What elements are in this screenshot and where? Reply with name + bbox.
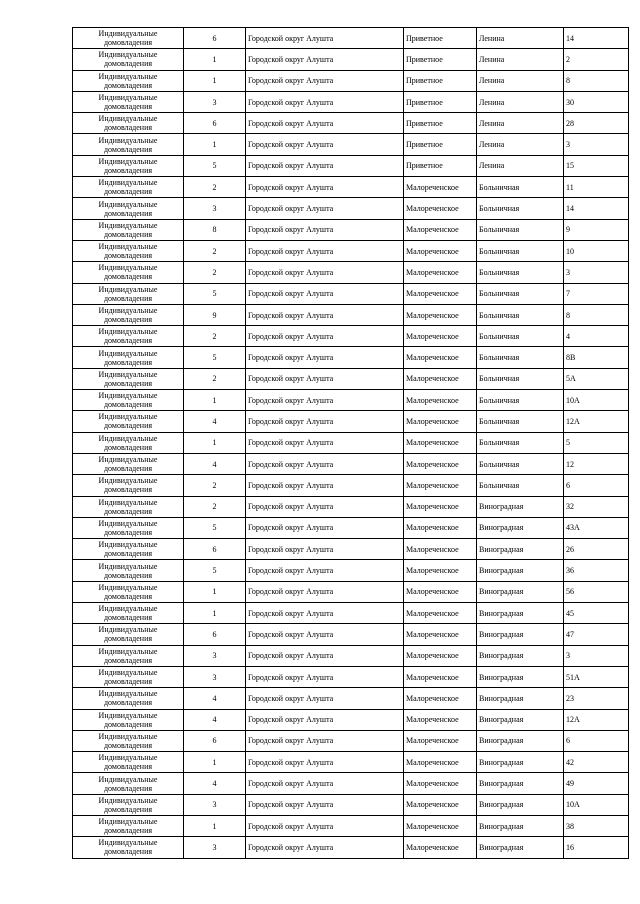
municipality-cell: Городской округ Алушта	[246, 645, 404, 666]
street-cell: Ленина	[477, 155, 564, 176]
table-row	[73, 624, 629, 645]
count-cell: 5	[184, 560, 246, 581]
house-number-cell: 56	[564, 581, 629, 602]
municipality-cell: Городской округ Алушта	[246, 815, 404, 836]
table-row	[73, 49, 629, 70]
municipality-cell: Городской округ Алушта	[246, 432, 404, 453]
settlement-cell: Малореченское	[404, 390, 477, 411]
house-number-cell: 12А	[564, 709, 629, 730]
housing-type-cell: Индивидуальные домовладения	[73, 219, 184, 240]
count-cell: 5	[184, 347, 246, 368]
municipality-cell: Городской округ Алушта	[246, 496, 404, 517]
table-row	[73, 432, 629, 453]
house-number-cell: 5А	[564, 368, 629, 389]
count-cell: 5	[184, 517, 246, 538]
settlement-cell: Малореченское	[404, 645, 477, 666]
count-cell: 4	[184, 709, 246, 730]
housing-type-cell: Индивидуальные домовладения	[73, 581, 184, 602]
housing-type-cell: Индивидуальные домовладения	[73, 837, 184, 858]
settlement-cell: Малореченское	[404, 837, 477, 858]
settlement-cell: Приветное	[404, 70, 477, 91]
municipality-cell: Городской округ Алушта	[246, 28, 404, 49]
housing-type-cell: Индивидуальные домовладения	[73, 49, 184, 70]
count-cell: 2	[184, 496, 246, 517]
street-cell: Больничная	[477, 219, 564, 240]
street-cell: Виноградная	[477, 645, 564, 666]
housing-type-cell: Индивидуальные домовладения	[73, 603, 184, 624]
settlement-cell: Малореченское	[404, 560, 477, 581]
settlement-cell: Малореченское	[404, 368, 477, 389]
house-number-cell: 10	[564, 240, 629, 261]
house-number-cell: 6	[564, 730, 629, 751]
table-row	[73, 581, 629, 602]
table-row	[73, 517, 629, 538]
table-row	[73, 304, 629, 325]
housing-type-cell: Индивидуальные домовладения	[73, 70, 184, 91]
house-number-cell: 10А	[564, 794, 629, 815]
municipality-cell: Городской округ Алушта	[246, 347, 404, 368]
housing-type-cell: Индивидуальные домовладения	[73, 91, 184, 112]
municipality-cell: Городской округ Алушта	[246, 794, 404, 815]
house-number-cell: 23	[564, 688, 629, 709]
housing-type-cell: Индивидуальные домовладения	[73, 496, 184, 517]
count-cell: 1	[184, 49, 246, 70]
table-row	[73, 198, 629, 219]
address-table	[72, 27, 629, 859]
count-cell: 1	[184, 432, 246, 453]
street-cell: Виноградная	[477, 666, 564, 687]
table-row	[73, 411, 629, 432]
street-cell: Виноградная	[477, 709, 564, 730]
table-row	[73, 752, 629, 773]
house-number-cell: 32	[564, 496, 629, 517]
municipality-cell: Городской округ Алушта	[246, 666, 404, 687]
settlement-cell: Малореченское	[404, 347, 477, 368]
house-number-cell: 28	[564, 113, 629, 134]
housing-type-cell: Индивидуальные домовладения	[73, 688, 184, 709]
table-row	[73, 453, 629, 474]
housing-type-cell: Индивидуальные домовладения	[73, 283, 184, 304]
street-cell: Виноградная	[477, 581, 564, 602]
municipality-cell: Городской округ Алушта	[246, 411, 404, 432]
house-number-cell: 8	[564, 304, 629, 325]
street-cell: Ленина	[477, 134, 564, 155]
settlement-cell: Малореченское	[404, 517, 477, 538]
housing-type-cell: Индивидуальные домовладения	[73, 560, 184, 581]
count-cell: 3	[184, 198, 246, 219]
street-cell: Больничная	[477, 453, 564, 474]
table-row	[73, 709, 629, 730]
table-row	[73, 773, 629, 794]
table-row	[73, 475, 629, 496]
settlement-cell: Малореченское	[404, 177, 477, 198]
settlement-cell: Приветное	[404, 49, 477, 70]
table-row	[73, 603, 629, 624]
settlement-cell: Приветное	[404, 28, 477, 49]
count-cell: 2	[184, 262, 246, 283]
housing-type-cell: Индивидуальные домовладения	[73, 113, 184, 134]
municipality-cell: Городской округ Алушта	[246, 603, 404, 624]
street-cell: Ленина	[477, 49, 564, 70]
count-cell: 4	[184, 688, 246, 709]
municipality-cell: Городской округ Алушта	[246, 198, 404, 219]
housing-type-cell: Индивидуальные домовладения	[73, 752, 184, 773]
street-cell: Больничная	[477, 198, 564, 219]
street-cell: Больничная	[477, 177, 564, 198]
settlement-cell: Малореченское	[404, 326, 477, 347]
table-row	[73, 645, 629, 666]
housing-type-cell: Индивидуальные домовладения	[73, 475, 184, 496]
street-cell: Ленина	[477, 28, 564, 49]
housing-type-cell: Индивидуальные домовладения	[73, 262, 184, 283]
count-cell: 8	[184, 219, 246, 240]
housing-type-cell: Индивидуальные домовладения	[73, 666, 184, 687]
housing-type-cell: Индивидуальные домовладения	[73, 624, 184, 645]
house-number-cell: 3	[564, 262, 629, 283]
house-number-cell: 49	[564, 773, 629, 794]
municipality-cell: Городской округ Алушта	[246, 304, 404, 325]
address-table-body	[73, 28, 629, 859]
count-cell: 3	[184, 837, 246, 858]
street-cell: Больничная	[477, 347, 564, 368]
house-number-cell: 3	[564, 645, 629, 666]
table-row	[73, 177, 629, 198]
municipality-cell: Городской округ Алушта	[246, 177, 404, 198]
table-row	[73, 815, 629, 836]
street-cell: Больничная	[477, 262, 564, 283]
settlement-cell: Малореченское	[404, 581, 477, 602]
street-cell: Больничная	[477, 390, 564, 411]
table-row	[73, 326, 629, 347]
table-row	[73, 155, 629, 176]
house-number-cell: 11	[564, 177, 629, 198]
count-cell: 6	[184, 113, 246, 134]
count-cell: 6	[184, 539, 246, 560]
housing-type-cell: Индивидуальные домовладения	[73, 411, 184, 432]
municipality-cell: Городской округ Алушта	[246, 283, 404, 304]
count-cell: 2	[184, 177, 246, 198]
count-cell: 3	[184, 666, 246, 687]
settlement-cell: Приветное	[404, 155, 477, 176]
street-cell: Больничная	[477, 411, 564, 432]
municipality-cell: Городской округ Алушта	[246, 70, 404, 91]
settlement-cell: Малореченское	[404, 603, 477, 624]
housing-type-cell: Индивидуальные домовладения	[73, 304, 184, 325]
street-cell: Виноградная	[477, 603, 564, 624]
house-number-cell: 30	[564, 91, 629, 112]
settlement-cell: Малореченское	[404, 666, 477, 687]
table-row	[73, 688, 629, 709]
municipality-cell: Городской округ Алушта	[246, 539, 404, 560]
count-cell: 2	[184, 368, 246, 389]
house-number-cell: 43А	[564, 517, 629, 538]
housing-type-cell: Индивидуальные домовладения	[73, 794, 184, 815]
settlement-cell: Малореченское	[404, 240, 477, 261]
count-cell: 3	[184, 91, 246, 112]
municipality-cell: Городской округ Алушта	[246, 219, 404, 240]
municipality-cell: Городской округ Алушта	[246, 837, 404, 858]
municipality-cell: Городской округ Алушта	[246, 134, 404, 155]
street-cell: Больничная	[477, 304, 564, 325]
street-cell: Виноградная	[477, 815, 564, 836]
count-cell: 6	[184, 730, 246, 751]
count-cell: 9	[184, 304, 246, 325]
house-number-cell: 45	[564, 603, 629, 624]
count-cell: 1	[184, 752, 246, 773]
municipality-cell: Городской округ Алушта	[246, 688, 404, 709]
municipality-cell: Городской округ Алушта	[246, 113, 404, 134]
house-number-cell: 14	[564, 198, 629, 219]
municipality-cell: Городской округ Алушта	[246, 390, 404, 411]
housing-type-cell: Индивидуальные домовладения	[73, 709, 184, 730]
count-cell: 5	[184, 155, 246, 176]
settlement-cell: Малореченское	[404, 752, 477, 773]
settlement-cell: Малореченское	[404, 709, 477, 730]
municipality-cell: Городской округ Алушта	[246, 624, 404, 645]
street-cell: Больничная	[477, 368, 564, 389]
house-number-cell: 14	[564, 28, 629, 49]
count-cell: 3	[184, 794, 246, 815]
housing-type-cell: Индивидуальные домовладения	[73, 368, 184, 389]
count-cell: 2	[184, 240, 246, 261]
house-number-cell: 38	[564, 815, 629, 836]
count-cell: 4	[184, 773, 246, 794]
settlement-cell: Малореченское	[404, 475, 477, 496]
street-cell: Ленина	[477, 91, 564, 112]
settlement-cell: Приветное	[404, 113, 477, 134]
housing-type-cell: Индивидуальные домовладения	[73, 517, 184, 538]
housing-type-cell: Индивидуальные домовладения	[73, 453, 184, 474]
table-row	[73, 262, 629, 283]
table-row	[73, 368, 629, 389]
municipality-cell: Городской округ Алушта	[246, 155, 404, 176]
house-number-cell: 15	[564, 155, 629, 176]
street-cell: Больничная	[477, 240, 564, 261]
street-cell: Виноградная	[477, 624, 564, 645]
table-row	[73, 283, 629, 304]
municipality-cell: Городской округ Алушта	[246, 49, 404, 70]
table-row	[73, 666, 629, 687]
street-cell: Виноградная	[477, 730, 564, 751]
street-cell: Виноградная	[477, 688, 564, 709]
settlement-cell: Малореченское	[404, 496, 477, 517]
house-number-cell: 6	[564, 475, 629, 496]
count-cell: 4	[184, 411, 246, 432]
settlement-cell: Малореченское	[404, 304, 477, 325]
street-cell: Ленина	[477, 70, 564, 91]
settlement-cell: Малореченское	[404, 198, 477, 219]
municipality-cell: Городской округ Алушта	[246, 581, 404, 602]
housing-type-cell: Индивидуальные домовладения	[73, 347, 184, 368]
table-row	[73, 70, 629, 91]
street-cell: Виноградная	[477, 560, 564, 581]
housing-type-cell: Индивидуальные домовладения	[73, 155, 184, 176]
municipality-cell: Городской округ Алушта	[246, 262, 404, 283]
settlement-cell: Малореченское	[404, 411, 477, 432]
settlement-cell: Малореченское	[404, 730, 477, 751]
municipality-cell: Городской округ Алушта	[246, 453, 404, 474]
municipality-cell: Городской округ Алушта	[246, 730, 404, 751]
settlement-cell: Приветное	[404, 134, 477, 155]
table-row	[73, 496, 629, 517]
count-cell: 6	[184, 28, 246, 49]
municipality-cell: Городской округ Алушта	[246, 752, 404, 773]
settlement-cell: Малореченское	[404, 219, 477, 240]
house-number-cell: 5	[564, 432, 629, 453]
count-cell: 3	[184, 645, 246, 666]
street-cell: Ленина	[477, 113, 564, 134]
housing-type-cell: Индивидуальные домовладения	[73, 539, 184, 560]
settlement-cell: Малореченское	[404, 794, 477, 815]
housing-type-cell: Индивидуальные домовладения	[73, 28, 184, 49]
house-number-cell: 16	[564, 837, 629, 858]
house-number-cell: 8	[564, 70, 629, 91]
count-cell: 2	[184, 475, 246, 496]
table-row	[73, 837, 629, 858]
housing-type-cell: Индивидуальные домовладения	[73, 815, 184, 836]
municipality-cell: Городской округ Алушта	[246, 773, 404, 794]
table-row	[73, 28, 629, 49]
settlement-cell: Приветное	[404, 91, 477, 112]
count-cell: 1	[184, 815, 246, 836]
house-number-cell: 42	[564, 752, 629, 773]
municipality-cell: Городской округ Алушта	[246, 560, 404, 581]
municipality-cell: Городской округ Алушта	[246, 475, 404, 496]
count-cell: 6	[184, 624, 246, 645]
housing-type-cell: Индивидуальные домовладения	[73, 198, 184, 219]
street-cell: Виноградная	[477, 773, 564, 794]
street-cell: Виноградная	[477, 837, 564, 858]
street-cell: Виноградная	[477, 752, 564, 773]
street-cell: Больничная	[477, 475, 564, 496]
street-cell: Больничная	[477, 326, 564, 347]
table-row	[73, 219, 629, 240]
settlement-cell: Малореченское	[404, 262, 477, 283]
house-number-cell: 12	[564, 453, 629, 474]
house-number-cell: 7	[564, 283, 629, 304]
municipality-cell: Городской округ Алушта	[246, 709, 404, 730]
settlement-cell: Малореченское	[404, 539, 477, 560]
house-number-cell: 9	[564, 219, 629, 240]
table-row	[73, 113, 629, 134]
table-row	[73, 347, 629, 368]
municipality-cell: Городской округ Алушта	[246, 326, 404, 347]
table-row	[73, 134, 629, 155]
table-row	[73, 91, 629, 112]
municipality-cell: Городской округ Алушта	[246, 517, 404, 538]
table-row	[73, 730, 629, 751]
count-cell: 5	[184, 283, 246, 304]
street-cell: Больничная	[477, 283, 564, 304]
street-cell: Виноградная	[477, 539, 564, 560]
house-number-cell: 10А	[564, 390, 629, 411]
table-row	[73, 390, 629, 411]
housing-type-cell: Индивидуальные домовладения	[73, 432, 184, 453]
count-cell: 1	[184, 603, 246, 624]
municipality-cell: Городской округ Алушта	[246, 240, 404, 261]
settlement-cell: Малореченское	[404, 815, 477, 836]
settlement-cell: Малореченское	[404, 624, 477, 645]
house-number-cell: 12А	[564, 411, 629, 432]
settlement-cell: Малореченское	[404, 283, 477, 304]
house-number-cell: 8В	[564, 347, 629, 368]
house-number-cell: 2	[564, 49, 629, 70]
house-number-cell: 36	[564, 560, 629, 581]
street-cell: Виноградная	[477, 794, 564, 815]
housing-type-cell: Индивидуальные домовладения	[73, 240, 184, 261]
street-cell: Больничная	[477, 432, 564, 453]
housing-type-cell: Индивидуальные домовладения	[73, 730, 184, 751]
housing-type-cell: Индивидуальные домовладения	[73, 134, 184, 155]
housing-type-cell: Индивидуальные домовладения	[73, 326, 184, 347]
table-row	[73, 560, 629, 581]
count-cell: 4	[184, 453, 246, 474]
street-cell: Виноградная	[477, 496, 564, 517]
settlement-cell: Малореченское	[404, 432, 477, 453]
count-cell: 1	[184, 390, 246, 411]
housing-type-cell: Индивидуальные домовладения	[73, 177, 184, 198]
settlement-cell: Малореченское	[404, 773, 477, 794]
house-number-cell: 47	[564, 624, 629, 645]
house-number-cell: 26	[564, 539, 629, 560]
count-cell: 1	[184, 581, 246, 602]
count-cell: 1	[184, 134, 246, 155]
housing-type-cell: Индивидуальные домовладения	[73, 645, 184, 666]
house-number-cell: 51А	[564, 666, 629, 687]
table-row	[73, 539, 629, 560]
count-cell: 2	[184, 326, 246, 347]
count-cell: 1	[184, 70, 246, 91]
housing-type-cell: Индивидуальные домовладения	[73, 773, 184, 794]
house-number-cell: 3	[564, 134, 629, 155]
settlement-cell: Малореченское	[404, 453, 477, 474]
street-cell: Виноградная	[477, 517, 564, 538]
municipality-cell: Городской округ Алушта	[246, 368, 404, 389]
house-number-cell: 4	[564, 326, 629, 347]
municipality-cell: Городской округ Алушта	[246, 91, 404, 112]
settlement-cell: Малореченское	[404, 688, 477, 709]
table-row	[73, 794, 629, 815]
table-row	[73, 240, 629, 261]
housing-type-cell: Индивидуальные домовладения	[73, 390, 184, 411]
